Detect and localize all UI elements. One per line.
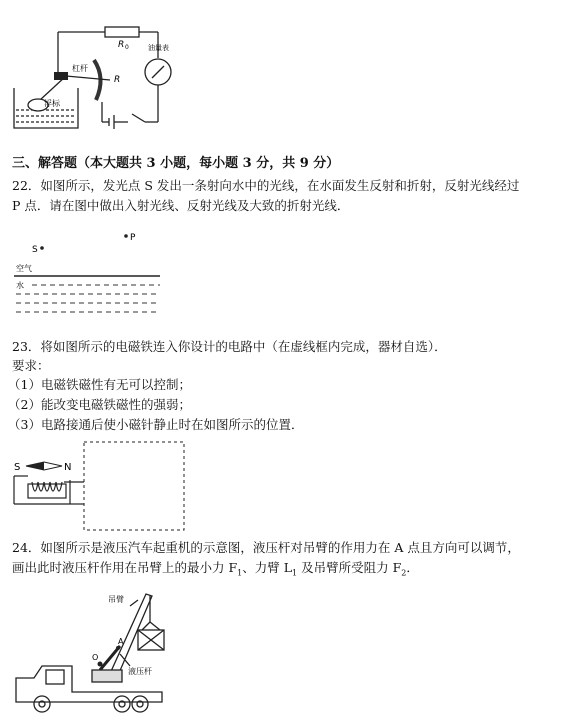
label-arm: 吊臂	[108, 595, 124, 604]
q24-text-line1: 24．如图所示是液压汽车起重机的示意图，液压杆对吊臂的作用力在 A 点且方向可以调节，	[12, 540, 520, 555]
label-rheostat: R	[114, 75, 121, 85]
q23-requirement-3: （3）电路接通后使小磁针静止时在如图所示的位置．	[8, 417, 304, 432]
point-a	[116, 646, 120, 650]
label-r0-sub: 0	[125, 44, 129, 51]
wheel-rear	[132, 696, 148, 712]
label-needle-s: S	[14, 462, 21, 473]
design-dashed-box	[84, 442, 184, 530]
resistor-r0	[105, 27, 139, 37]
q23-electromagnet-figure	[10, 440, 190, 532]
label-lever: 杠杆	[72, 64, 88, 73]
wheel-mid	[114, 696, 130, 712]
q23-requirement-2: （2）能改变电磁铁磁性的强弱；	[8, 397, 191, 412]
label-water: 水	[16, 281, 24, 290]
label-r0: R	[118, 40, 125, 50]
wheel-front	[34, 696, 50, 712]
label-p: P	[130, 233, 136, 243]
q22-light-figure	[10, 226, 170, 316]
q24-crane-figure	[12, 582, 182, 722]
label-float: 浮标	[44, 99, 60, 108]
label-air: 空气	[16, 264, 32, 273]
pivot-o	[98, 662, 103, 667]
point-p	[124, 234, 128, 238]
q24-text-line2: 画出此时液压杆作用在吊臂上的最小力 $F_1$、力臂 $L_1$ 及吊臂所受阻力 $F_2$．	[12, 560, 419, 578]
q23-requirement-1: （1）电磁铁磁性有无可以控制；	[8, 377, 191, 392]
oil-gauge-circuit-figure	[10, 0, 190, 135]
label-needle-n: N	[64, 462, 72, 473]
label-rod: 液压杆	[128, 667, 152, 676]
section-heading: 三、解答题（本大题共 3 小题，每小题 3 分，共 9 分）	[12, 156, 340, 171]
truck-cab-window	[46, 670, 64, 684]
label-meter: 油量表	[148, 44, 169, 52]
q22-text-line2: P 点．请在图中做出入射光线、反射光线及大致的折射光线．	[12, 198, 350, 213]
q22-text-line1: 22．如图所示，发光点 S 发出一条射向水中的光线，在水面发生反射和折射，反射光线经过	[12, 178, 520, 193]
label-o: O	[92, 653, 99, 662]
label-a: A	[118, 637, 124, 646]
q23-text-line1: 23．将如图所示的电磁铁连入你设计的电路中（在虚线框内完成，器材自选）．	[12, 339, 447, 354]
q23-requirement-title: 要求：	[12, 358, 50, 373]
point-s	[40, 246, 44, 250]
label-s: S	[32, 245, 38, 255]
